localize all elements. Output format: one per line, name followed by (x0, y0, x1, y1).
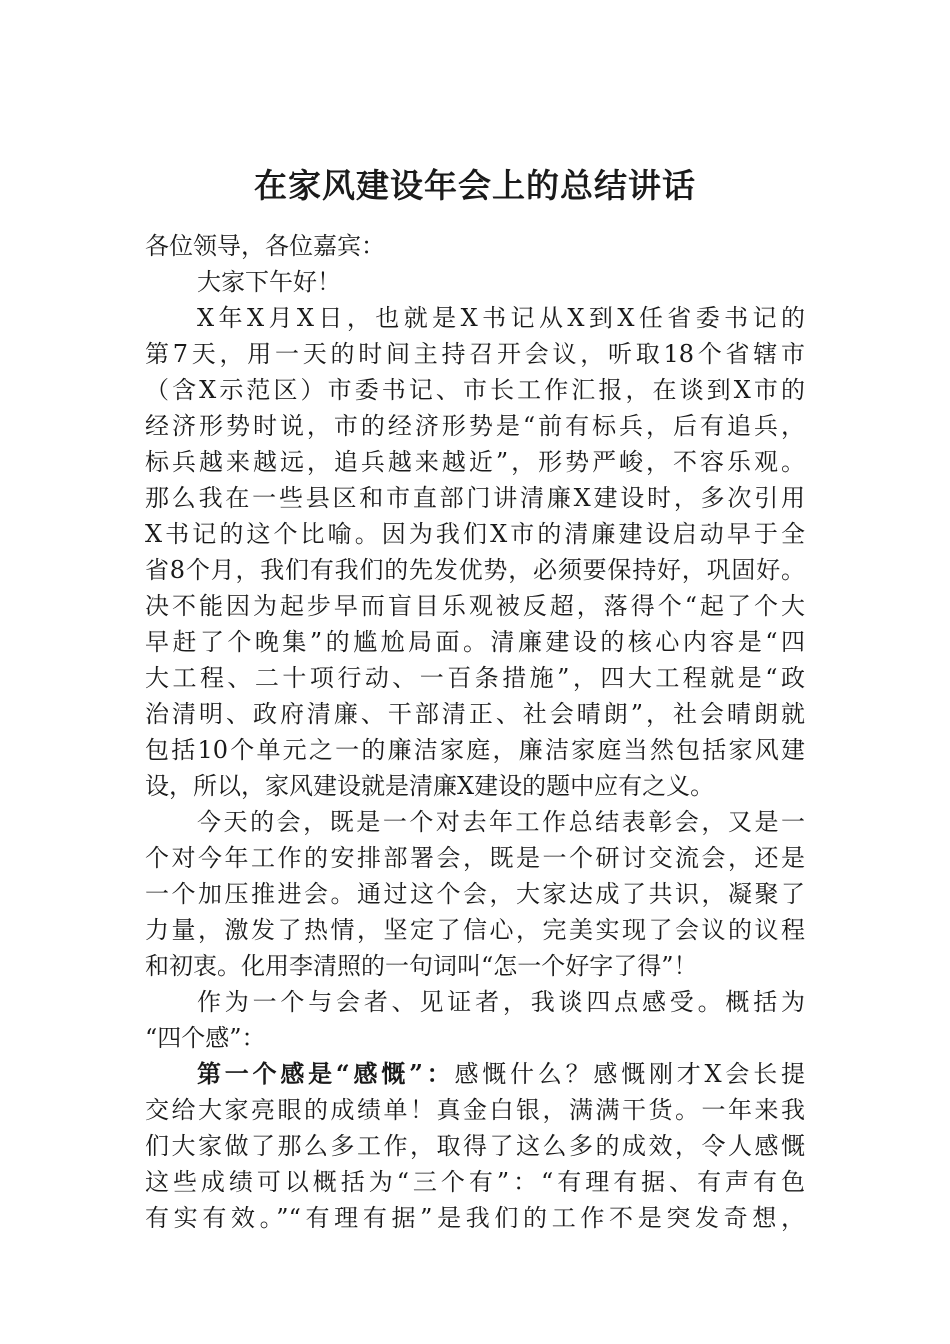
paragraph-1 (145, 300, 805, 804)
paragraph-line: 那么我在一些县区和市直部门讲清廉X建设时，多次引用 (145, 484, 805, 512)
paragraph-line: “四个感”： (145, 1024, 266, 1052)
paragraph-line: 今天的会，既是一个对去年工作总结表彰会，又是一 (197, 808, 805, 836)
paragraph-line: 有实有效。”“有理有据”是我们的工作不是突发奇想， (145, 1204, 805, 1232)
paragraph-line: X书记的这个比喻。因为我们X市的清廉建设启动早于全 (145, 520, 805, 548)
paragraph-4 (145, 1056, 805, 1236)
section-heading: 第一个感是“感慨”： (197, 1059, 455, 1088)
paragraph-line: 治清明、政府清廉、干部清正、社会晴朗”，社会晴朗就 (145, 700, 805, 728)
paragraph-3 (145, 984, 805, 1056)
paragraph-line: （含X示范区）市委书记、市长工作汇报，在谈到X市的 (145, 376, 805, 404)
paragraph-2 (145, 804, 805, 984)
paragraph-line: 作为一个与会者、见证者，我谈四点感受。概括为 (197, 988, 805, 1016)
greeting: 大家下午好！ (197, 268, 341, 296)
paragraph-line: 和初衷。化用李清照的一句词叫“怎一个好字了得”！ (145, 952, 698, 980)
paragraph-line: 这些成绩可以概括为“三个有”：“有理有据、有声有色 (145, 1168, 805, 1196)
paragraph-line: 设，所以，家风建设就是清廉X建设的题中应有之义。 (145, 772, 715, 800)
paragraph-line: 第7天，用一天的时间主持召开会议，听取18个省辖市 (145, 340, 805, 368)
paragraph-line: 标兵越来越远，追兵越来越近”，形势严峻，不容乐观。 (145, 448, 805, 476)
document-body (145, 228, 805, 1236)
paragraph-line: 经济形势时说，市的经济形势是“前有标兵，后有追兵， (145, 412, 805, 440)
paragraph-line: 交给大家亮眼的成绩单！真金白银，满满干货。一年来我 (145, 1096, 805, 1124)
document-title: 在家风建设年会上的总结讲话 (254, 166, 696, 205)
paragraph-line: 省8个月，我们有我们的先发优势，必须要保持好，巩固好。 (145, 556, 805, 584)
paragraph-line: 早赶了个晚集”的尴尬局面。清廉建设的核心内容是“四 (145, 628, 805, 656)
paragraph-line: 一个加压推进会。通过这个会，大家达成了共识，凝聚了 (145, 880, 805, 908)
salutation: 各位领导，各位嘉宾： (145, 232, 385, 260)
section-lead-text: 感慨什么？感慨刚才X会长提 (454, 1060, 806, 1088)
paragraph-line: X年X月X日，也就是X书记从X到X任省委书记的 (197, 304, 805, 332)
paragraph-line: 大工程、二十项行动、一百条措施”，四大工程就是“政 (145, 664, 805, 692)
paragraph-line: 决不能因为起步早而盲目乐观被反超，落得个“起了个大 (145, 592, 805, 620)
paragraph-line: 力量，激发了热情，坚定了信心，完美实现了会议的议程 (145, 916, 805, 944)
paragraph-line: 们大家做了那么多工作，取得了这么多的成效，令人感慨 (145, 1132, 805, 1160)
paragraph-line: 个对今年工作的安排部署会，既是一个研讨交流会，还是 (145, 844, 805, 872)
paragraph-line (145, 1056, 805, 1092)
paragraph-line: 包括10个单元之一的廉洁家庭，廉洁家庭当然包括家风建 (145, 736, 805, 764)
